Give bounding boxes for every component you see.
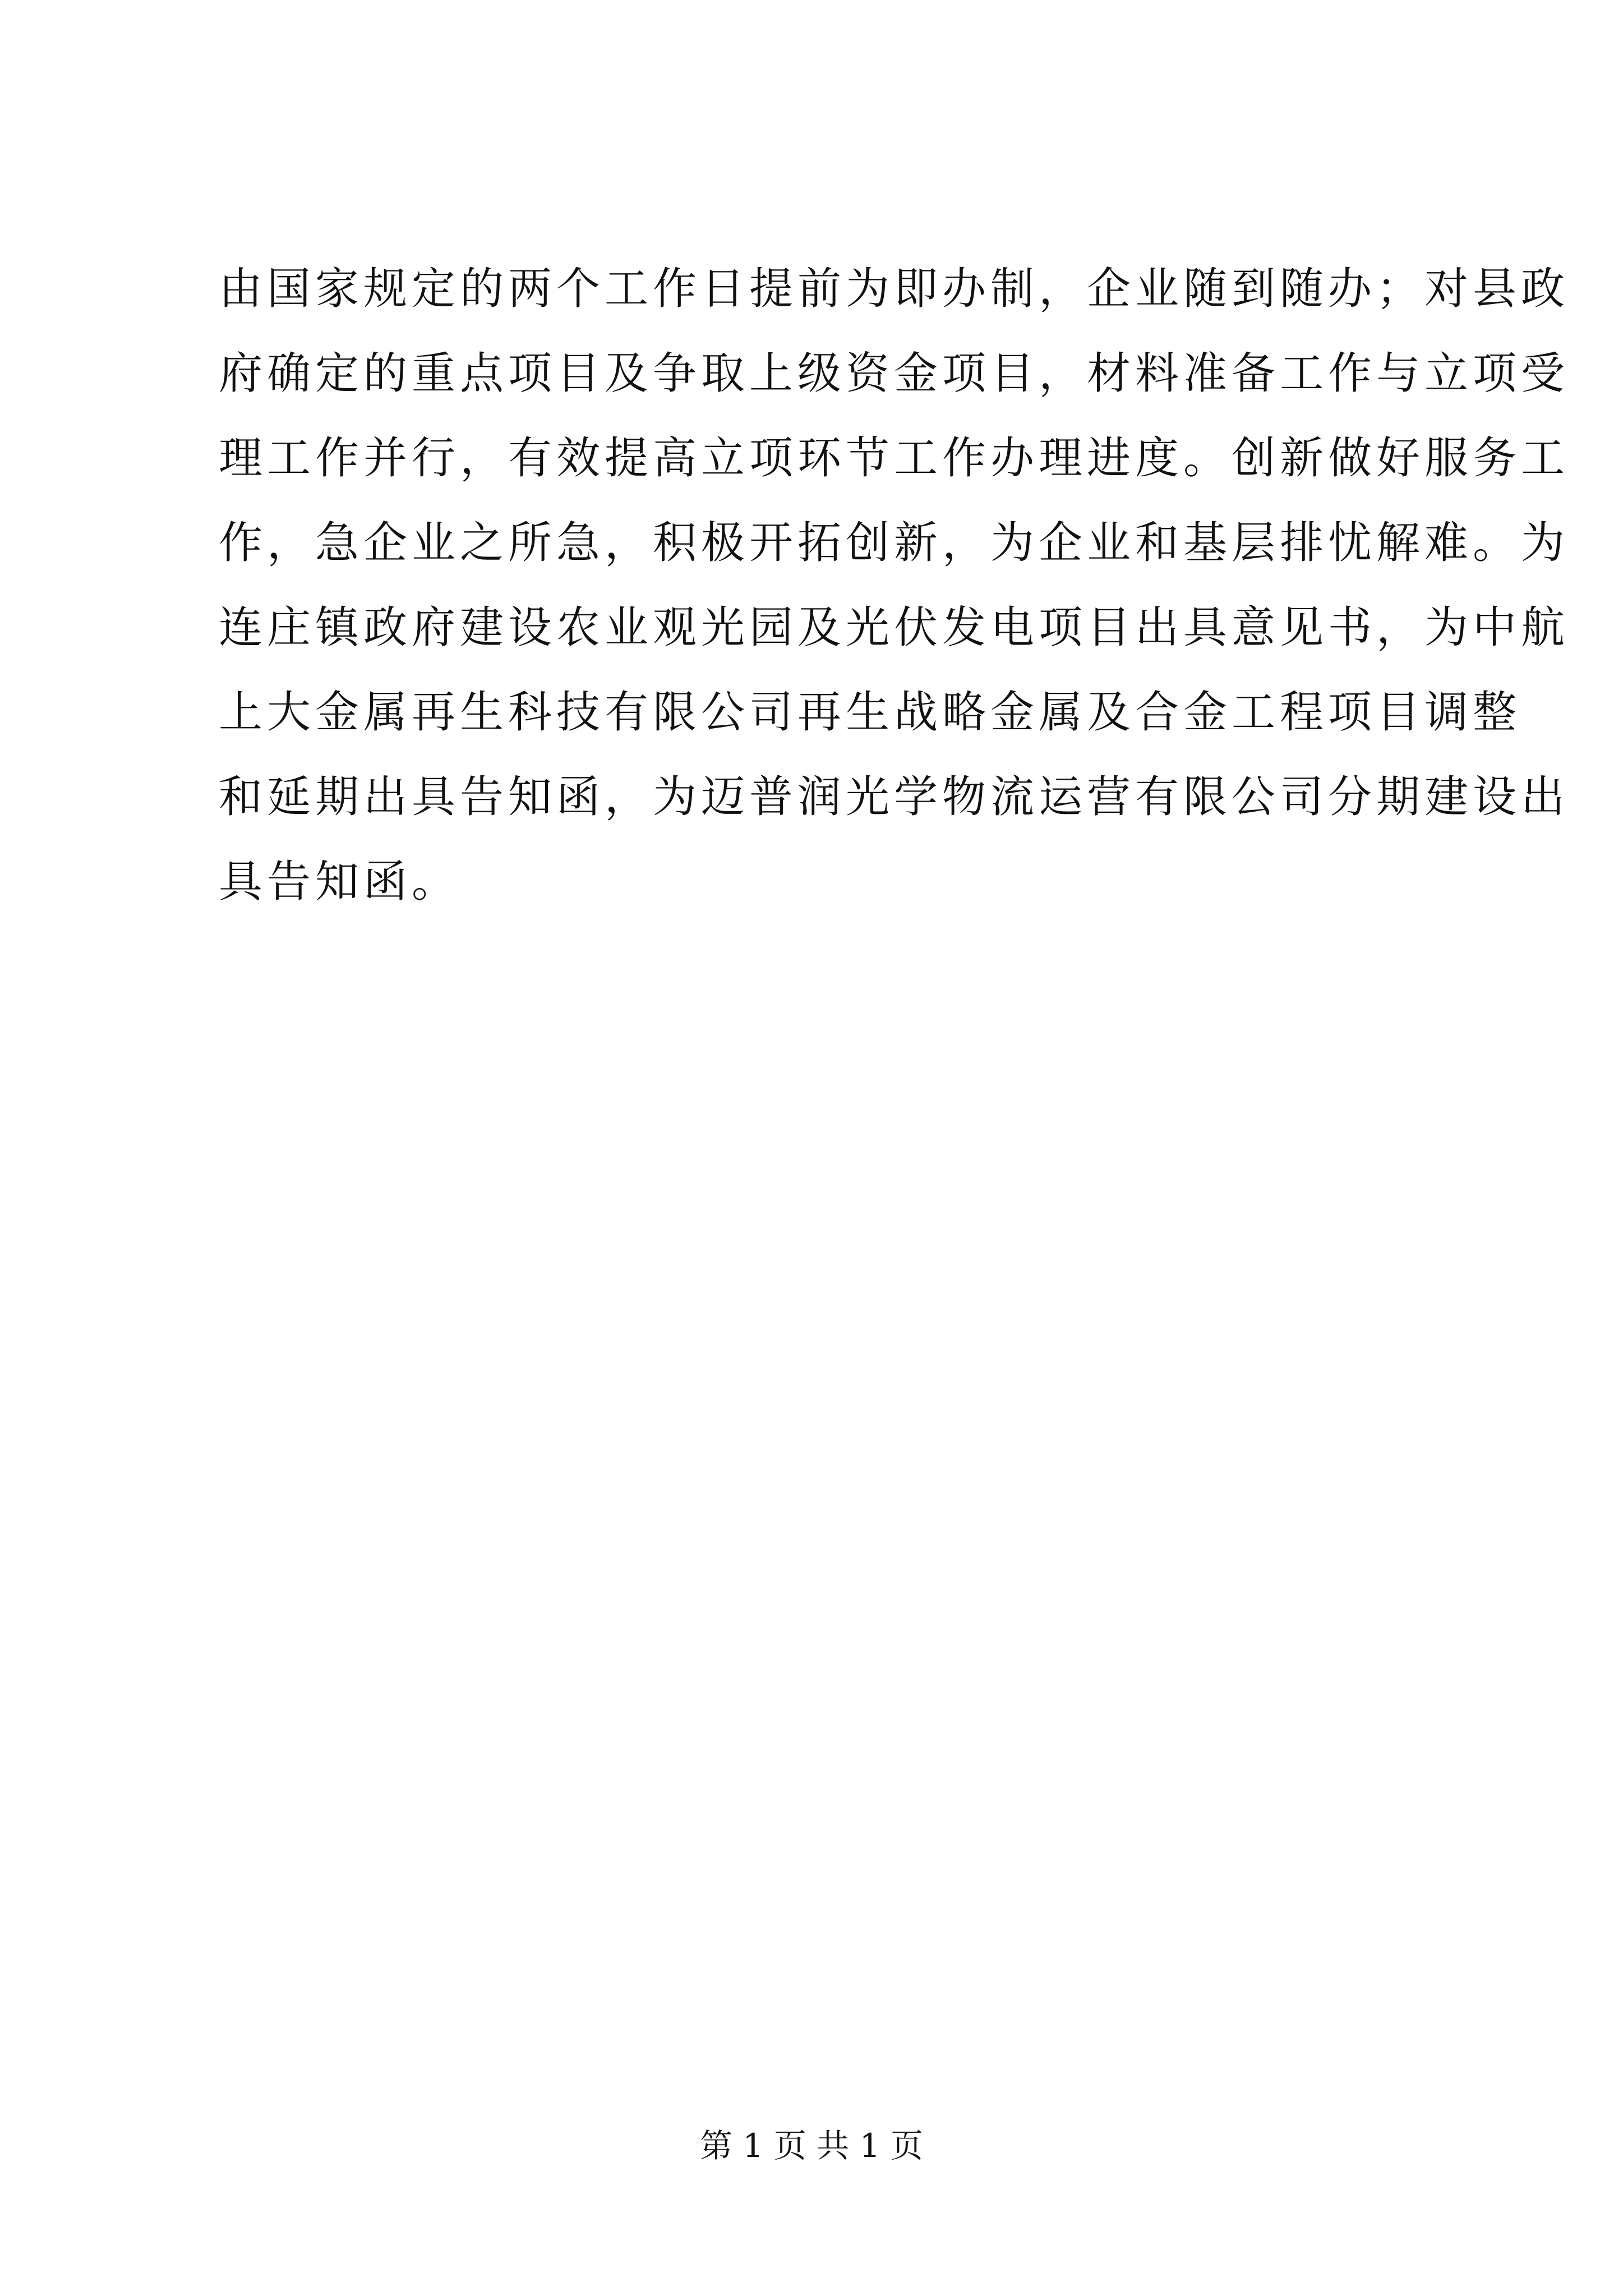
paragraph-line-2: 府确定的重点项目及争取上级资金项目，材料准备工作与立项受 bbox=[219, 348, 1570, 399]
paragraph-line-4: 作，急企业之所急，积极开拓创新，为企业和基层排忧解难。为 bbox=[219, 518, 1570, 568]
paragraph-line-7: 和延期出具告知函，为迈普润光学物流运营有限公司分期建设出 bbox=[219, 772, 1570, 822]
paragraph-line-3: 理工作并行，有效提高立项环节工作办理进度。创新做好服务工 bbox=[219, 433, 1570, 484]
body-paragraph bbox=[219, 247, 1570, 924]
page-number-label: 第 1 页 共 1 页 bbox=[700, 2127, 923, 2165]
paragraph-line-5: 连庄镇政府建设农业观光园及光伏发电项目出具意见书，为中航 bbox=[219, 602, 1570, 653]
page-footer bbox=[0, 2123, 1623, 2168]
paragraph-line-1: 由国家规定的两个工作日提前为即办制，企业随到随办；对县政 bbox=[219, 264, 1570, 314]
paragraph-line-8: 具告知函。 bbox=[219, 857, 460, 907]
paragraph-line-6: 上大金属再生科技有限公司再生战略金属及合金工程项目调整 bbox=[219, 687, 1521, 738]
